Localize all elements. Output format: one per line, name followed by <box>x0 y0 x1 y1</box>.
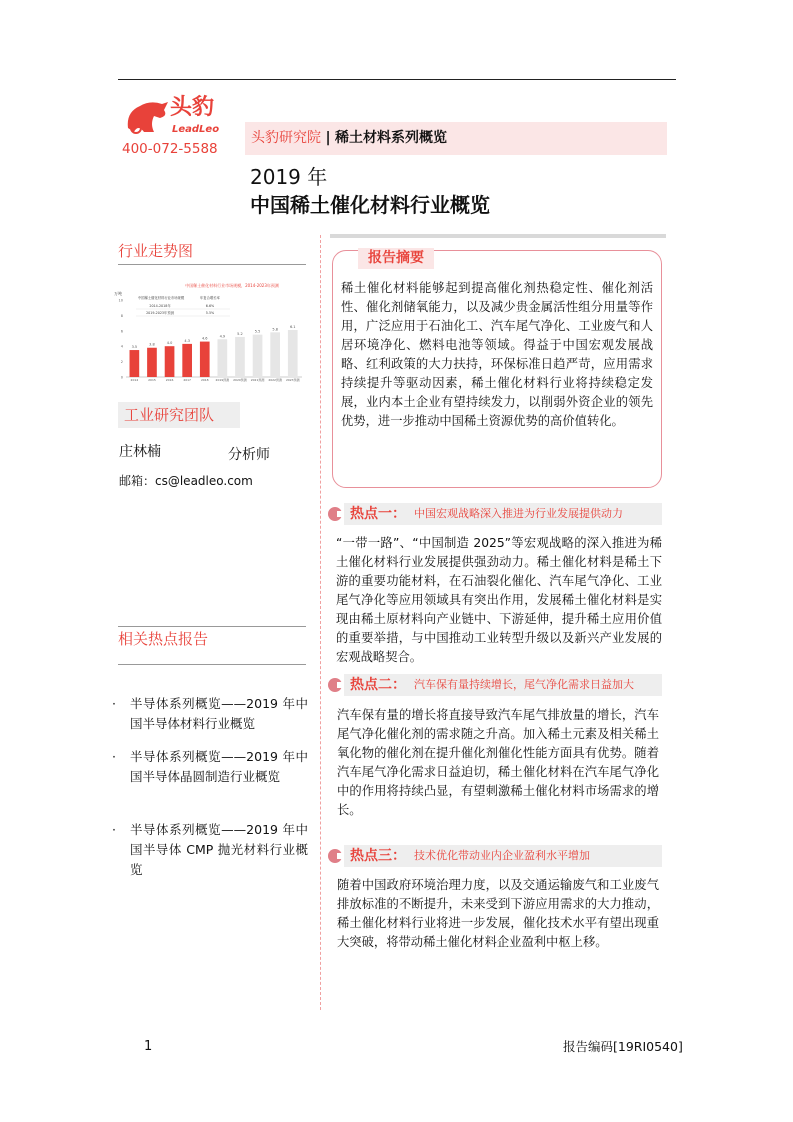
y-tick-label: 6 <box>120 329 123 334</box>
related-heading: 相关热点报告 <box>118 630 209 648</box>
phone-number: 400-072-5588 <box>122 141 218 157</box>
team-heading: 工业研究团队 <box>118 402 240 428</box>
bar <box>288 330 298 377</box>
table-cell: 5.5% <box>205 311 215 315</box>
hotspot-title: 汽车保有量持续增长，尾气净化需求日益加大 <box>414 678 634 691</box>
y-tick-label: 8 <box>120 313 123 318</box>
data-label: 4.6 <box>201 336 208 341</box>
x-tick-label: 2020预测 <box>233 378 247 382</box>
related-report-1[interactable]: · 半导体系列概览——2019 年中国半导体材料行业概览 <box>112 696 308 731</box>
data-label: 5.5 <box>254 329 261 334</box>
data-label: 4.0 <box>166 341 173 346</box>
trend-chart <box>112 278 306 382</box>
data-label: 6.1 <box>289 325 296 330</box>
x-tick-label: 2018 <box>200 378 209 382</box>
x-tick-label: 2021预测 <box>250 378 265 382</box>
series-banner <box>245 122 667 155</box>
table-cell: 6.6% <box>205 304 215 308</box>
logo-english: LeadLeo <box>172 124 220 135</box>
x-tick-label: 2015 <box>148 378 156 382</box>
analyst-name: 庄林楠 <box>119 444 161 460</box>
hotspot-label: 热点三： <box>350 848 406 864</box>
table-cell: 2019-2023年预测 <box>146 311 174 315</box>
pie-bullet-icon <box>328 507 342 521</box>
bar <box>270 332 280 377</box>
related-report-3[interactable]: · 半导体系列概览——2019 年中国半导体 CMP 抛光材料行业概览 <box>112 822 308 877</box>
top-rule <box>118 79 676 80</box>
hotspot-title: 技术优化带动业内企业盈利水平增加 <box>414 849 590 862</box>
pie-bullet-icon <box>328 849 342 863</box>
bar <box>165 346 175 377</box>
data-label: 3.8 <box>149 342 155 347</box>
title-year: 2019 年 <box>250 165 328 189</box>
y-tick-label: 10 <box>118 298 123 303</box>
data-label: 4.9 <box>219 334 226 339</box>
rule <box>118 626 306 627</box>
x-tick-label: 2014 <box>130 378 139 382</box>
institute-name: 头豹研究院 <box>251 130 321 146</box>
x-tick-label: 2023预测 <box>285 378 300 382</box>
hotspot-1-header <box>330 503 662 525</box>
data-label: 4.3 <box>184 338 190 343</box>
leopard-logo-icon <box>124 98 170 136</box>
table-cell: 2014-2018年 <box>149 304 171 308</box>
hotspot-2-text: 汽车保有量的增长将直接导致汽车尾气排放量的增长，汽车尾气净化催化剂的需求随之升高。加入稀土元素及相关稀土氧化物的催化剂在提升催化剂催化性能方面具有优势。随着汽车尾气净化需求日益迫切，稀土催化材料在汽车尾气净化中的作用将持续凸显，有望刺激稀土催化材料市场需求的增长。 <box>337 708 659 817</box>
divider <box>330 234 666 238</box>
x-tick-label: 2017 <box>183 378 191 382</box>
y-tick-label: 0 <box>120 375 123 380</box>
hotspot-label: 热点一： <box>350 506 406 522</box>
data-label: 5.8 <box>272 327 278 332</box>
bar <box>147 348 157 377</box>
data-label: 3.5 <box>131 345 138 350</box>
hotspot-3-header <box>330 845 662 867</box>
bar <box>235 337 245 377</box>
x-tick-label: 2022预测 <box>268 378 282 382</box>
summary-text: 稀土催化材料能够起到提高催化剂热稳定性、催化剂活性、催化剂储氧能力，以及减少贵金属活性组分用量等作用，广泛应用于石油化工、汽车尾气净化、工业废气和人居环境净化、燃料电池等领域。得益于中国宏观发展战略、红利政策的大力扶持，环保标准日趋严苛，应用需求持续提升等驱动因素，稀土催化材料行业将持续稳定发展，业内本土企业有望持续发力，以削弱外资企业的领先优势，进一步推动中国稀土资源优势的高价值转化。 <box>341 281 653 428</box>
page-title: 中国稀土催化材料行业概览 <box>250 193 490 217</box>
bar <box>130 350 140 377</box>
x-tick-label: 2016 <box>165 378 174 382</box>
page-number: 1 <box>144 1039 153 1054</box>
hotspot-1-text: “一带一路”、“中国制造 2025”等宏观战略的深入推进为稀土催化材料行业发展提供强劲动力。稀土催化材料是稀土下游的重要功能材料，在石油裂化催化、汽车尾气净化、工业尾气净化等应用领域具有突出作用，发展稀土催化材料是实现由稀土原材料向产业链中、下游延伸，提升稀土应用价值的重要举措，与中国推动工业转型升级以及新兴产业发展的宏观战略契合。 <box>336 536 662 664</box>
separator: | <box>325 130 331 146</box>
data-label: 5.2 <box>237 331 243 336</box>
analyst-role: 分析师 <box>228 447 270 463</box>
summary-title: 报告摘要 <box>358 248 434 269</box>
chart-ylabel: 万吨 <box>114 291 122 296</box>
y-tick-label: 4 <box>120 344 123 349</box>
logo-text: 头豹 <box>170 95 215 120</box>
bar <box>218 339 228 377</box>
trend-heading: 行业走势图 <box>118 242 306 265</box>
hotspot-2-header <box>330 674 662 696</box>
column-divider <box>320 235 321 1010</box>
hotspot-title: 中国宏观战略深入推进为行业发展提供动力 <box>414 507 623 520</box>
bar <box>253 335 263 377</box>
x-tick-label: 2019预测 <box>215 378 230 382</box>
chart-title: 中国稀土催化材料行业市场规模，2014-2023年预测 <box>185 283 279 288</box>
y-tick-label: 2 <box>120 360 123 365</box>
hotspot-label: 热点二： <box>350 677 406 693</box>
bar <box>182 344 192 377</box>
table-header: 年复合增长率 <box>200 296 220 300</box>
series-name: 稀土材料系列概览 <box>335 130 448 146</box>
table-header: 中国稀土催化材料行业市场规模 <box>138 296 185 300</box>
hotspot-3-text: 随着中国政府环境治理力度，以及交通运输废气和工业废气排放标准的不断提升，未来受到下游应用需求的大力推动，稀土催化材料行业将进一步发展，催化技术水平有望出现重大突破，将带动稀土催化材料企业盈利中枢上移。 <box>337 878 659 949</box>
report-code: 报告编码[19RI0540] <box>563 1039 683 1054</box>
bar <box>200 342 210 377</box>
pie-bullet-icon <box>328 678 342 692</box>
related-report-2[interactable]: · 半导体系列概览——2019 年中国半导体晶圆制造行业概览 <box>112 749 308 784</box>
rule <box>118 664 306 665</box>
email[interactable]: 邮箱：cs@leadleo.com <box>119 474 253 488</box>
